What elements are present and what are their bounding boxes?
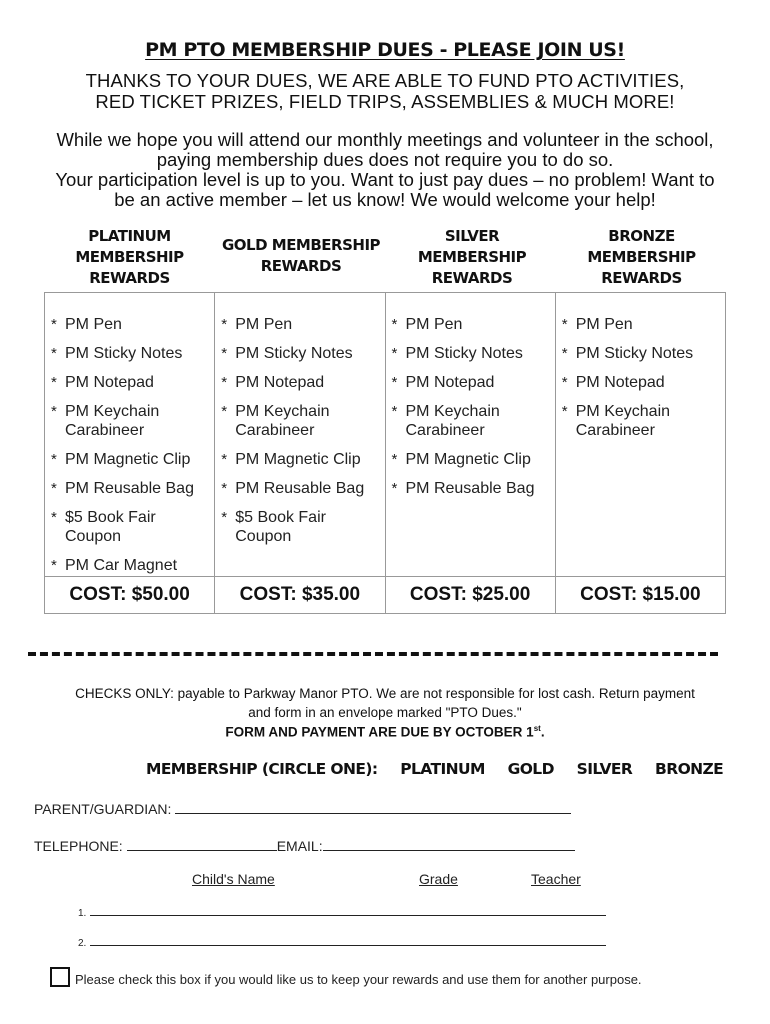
tier-heading-line: BRONZE — [608, 227, 675, 245]
cost-cell — [385, 577, 555, 614]
rewards-list — [45, 293, 214, 576]
reward-item — [51, 479, 214, 498]
telephone-label: TELEPHONE: — [34, 838, 123, 854]
cost-platinum: COST: $50.00 — [69, 584, 190, 605]
reward-item-label: PM Keychain Carabineer — [575, 403, 671, 439]
bullet-star-icon: * — [51, 509, 57, 526]
reward-item-label: PM Pen — [65, 316, 122, 333]
reward-item-label: PM Pen — [575, 316, 633, 333]
rewards-list — [386, 293, 555, 576]
child-row-number: 2. — [78, 938, 87, 949]
reward-item — [392, 402, 555, 440]
reward-item-label: PM Sticky Notes — [235, 345, 353, 362]
intro-line: be an active member – let us know! We would welcome your help! — [114, 189, 656, 210]
subtitle-line: RED TICKET PRIZES, FIELD TRIPS, ASSEMBLIES & MUCH MORE! — [95, 91, 675, 112]
tier-heading-line: REWARDS — [431, 269, 513, 287]
tier-heading-line: MEMBERSHIP — [587, 248, 696, 266]
reward-item — [51, 315, 214, 334]
child-name-header: Child's Name — [192, 871, 275, 887]
bullet-star-icon: * — [561, 345, 568, 362]
bullet-star-icon: * — [391, 316, 398, 333]
bullet-star-icon: * — [561, 316, 568, 333]
cost-gold: COST: $35.00 — [239, 584, 361, 605]
reward-item-label: PM Notepad — [405, 374, 495, 391]
reward-item-label: PM Reusable Bag — [65, 480, 194, 497]
bullet-star-icon: * — [51, 374, 57, 391]
telephone-input[interactable] — [127, 836, 277, 851]
tier-heading-line: REWARDS — [89, 269, 170, 287]
bullet-star-icon: * — [51, 557, 57, 574]
bullet-star-icon: * — [51, 480, 57, 497]
rewards-table — [44, 292, 726, 614]
reward-item — [51, 450, 214, 469]
child-row-number: 1. — [78, 908, 87, 919]
email-label: EMAIL: — [276, 838, 323, 854]
reward-item — [221, 373, 384, 392]
cost-silver: COST: $25.00 — [409, 584, 531, 605]
rewards-cell-platinum — [45, 293, 215, 577]
intro-paragraph — [15, 130, 755, 210]
subtitle-line: THANKS TO YOUR DUES, WE ARE ABLE TO FUND PTO ACTIVITIES, — [85, 70, 685, 91]
bullet-star-icon: * — [391, 480, 398, 497]
reward-item — [221, 479, 384, 498]
payment-instructions — [30, 684, 740, 722]
cost-cell — [555, 577, 725, 614]
reward-item — [562, 373, 725, 392]
reward-item-label: PM Reusable Bag — [235, 480, 365, 497]
reward-item — [221, 508, 384, 546]
reward-item — [51, 344, 214, 363]
bullet-star-icon: * — [391, 345, 398, 362]
rewards-list — [556, 293, 725, 576]
bullet-star-icon: * — [221, 374, 228, 391]
child-row-input[interactable] — [90, 936, 606, 946]
subtitle — [40, 70, 730, 112]
intro-line: paying membership dues does not require you to do so. — [156, 149, 614, 170]
reward-item — [221, 450, 384, 469]
bullet-star-icon: * — [561, 403, 568, 420]
membership-choice-label: MEMBERSHIP (CIRCLE ONE): — [146, 760, 378, 778]
teacher-header: Teacher — [531, 871, 581, 887]
keep-rewards-label: Please check this box if you would like us to keep your rewards and use them for another purpose. — [75, 972, 642, 987]
reward-item-label: PM Sticky Notes — [65, 345, 183, 362]
tier-heading-line: MEMBERSHIP — [75, 248, 184, 266]
bullet-star-icon: * — [51, 451, 57, 468]
reward-item-label: PM Reusable Bag — [405, 480, 535, 497]
reward-item-label: PM Magnetic Clip — [235, 451, 361, 468]
rewards-cell-gold — [215, 293, 385, 577]
child-row-2 — [78, 936, 606, 949]
parent-guardian-label: PARENT/GUARDIAN: — [34, 801, 172, 817]
intro-line: While we hope you will attend our monthly meetings and volunteer in the school, — [56, 129, 714, 150]
bullet-star-icon: * — [221, 451, 228, 468]
rewards-list — [215, 293, 384, 576]
reward-item-label: PM Notepad — [575, 374, 665, 391]
option-bronze[interactable]: BRONZE — [655, 760, 724, 778]
bullet-star-icon: * — [221, 509, 228, 526]
reward-item — [392, 315, 555, 334]
reward-item-label: PM Magnetic Clip — [65, 451, 191, 468]
reward-item-label: PM Keychain Carabineer — [65, 403, 160, 439]
reward-item — [221, 344, 384, 363]
cost-cell — [45, 577, 215, 614]
option-gold[interactable]: GOLD — [507, 760, 554, 778]
tier-heading-line: SILVER — [444, 227, 500, 245]
reward-item-label: $5 Book Fair Coupon — [235, 509, 326, 545]
reward-item — [392, 373, 555, 392]
email-input[interactable] — [323, 836, 575, 851]
reward-item — [562, 402, 725, 440]
rewards-cell-silver — [385, 293, 555, 577]
tier-heading-line: REWARDS — [601, 269, 682, 287]
bullet-star-icon: * — [561, 374, 568, 391]
bullet-star-icon: * — [221, 403, 228, 420]
tier-heading-line: MEMBERSHIP — [417, 248, 527, 266]
bullet-star-icon: * — [51, 403, 57, 420]
reward-item — [221, 315, 384, 334]
due-suffix: st — [533, 724, 541, 733]
cost-row — [45, 577, 726, 614]
bullet-star-icon: * — [221, 480, 228, 497]
membership-choice-row — [146, 760, 741, 778]
reward-item-label: PM Car Magnet — [65, 557, 178, 574]
due-date-notice — [0, 724, 770, 740]
reward-item — [51, 556, 214, 575]
reward-item-label: PM Notepad — [65, 374, 154, 391]
bullet-star-icon: * — [391, 451, 398, 468]
reward-item — [51, 373, 214, 392]
due-text: FORM AND PAYMENT ARE DUE BY OCTOBER 1 — [225, 724, 534, 740]
tier-heading-gold — [215, 235, 387, 277]
bullet-star-icon: * — [391, 403, 398, 420]
reward-item — [51, 402, 214, 440]
rewards-row — [45, 293, 726, 577]
reward-item-label: PM Pen — [235, 316, 293, 333]
reward-item-label: PM Sticky Notes — [575, 345, 694, 362]
reward-item — [221, 402, 384, 440]
reward-item-label: PM Keychain Carabineer — [235, 403, 330, 439]
tier-heading-line: GOLD MEMBERSHIP — [221, 236, 381, 254]
rewards-cell-bronze — [555, 293, 725, 577]
reward-item-label: PM Sticky Notes — [405, 345, 523, 362]
tier-heading-line: REWARDS — [260, 257, 342, 275]
telephone-email-field — [34, 836, 575, 854]
reward-item — [562, 315, 725, 334]
instructions-line: CHECKS ONLY: payable to Parkway Manor PTO. We are not responsible for lost cash. Return payment — [75, 686, 695, 701]
tier-heading-platinum — [44, 226, 215, 289]
reward-item — [392, 479, 555, 498]
child-row-1 — [78, 906, 606, 919]
reward-item — [51, 508, 214, 546]
reward-item-label: PM Magnetic Clip — [405, 451, 531, 468]
reward-item-label: PM Pen — [405, 316, 463, 333]
parent-guardian-field — [34, 799, 571, 817]
tier-heading-silver — [387, 226, 557, 289]
reward-item — [562, 344, 725, 363]
bullet-star-icon: * — [221, 316, 228, 333]
intro-line: Your participation level is up to you. Want to just pay dues – no problem! Want to — [55, 169, 715, 190]
cost-bronze: COST: $15.00 — [580, 584, 701, 605]
child-row-input[interactable] — [90, 906, 606, 916]
instructions-line: and form in an envelope marked "PTO Dues." — [248, 705, 522, 720]
cut-line-divider — [28, 652, 718, 656]
page-title: PM PTO MEMBERSHIP DUES - PLEASE JOIN US! — [145, 39, 625, 61]
cost-cell — [215, 577, 385, 614]
bullet-star-icon: * — [51, 316, 57, 333]
tier-heading-line: PLATINUM — [88, 227, 171, 245]
reward-item-label: PM Keychain Carabineer — [405, 403, 500, 439]
reward-item-label: $5 Book Fair Coupon — [65, 509, 156, 545]
parent-guardian-input[interactable] — [175, 799, 571, 814]
due-end: . — [540, 724, 545, 740]
reward-item — [392, 344, 555, 363]
reward-item — [392, 450, 555, 469]
bullet-star-icon: * — [51, 345, 57, 362]
bullet-star-icon: * — [221, 345, 228, 362]
keep-rewards-checkbox[interactable] — [50, 967, 70, 987]
option-silver[interactable]: SILVER — [576, 760, 633, 778]
option-platinum[interactable]: PLATINUM — [400, 760, 485, 778]
reward-item-label: PM Notepad — [235, 374, 325, 391]
tier-heading-bronze — [557, 226, 726, 289]
grade-header: Grade — [419, 871, 458, 887]
bullet-star-icon: * — [391, 374, 398, 391]
